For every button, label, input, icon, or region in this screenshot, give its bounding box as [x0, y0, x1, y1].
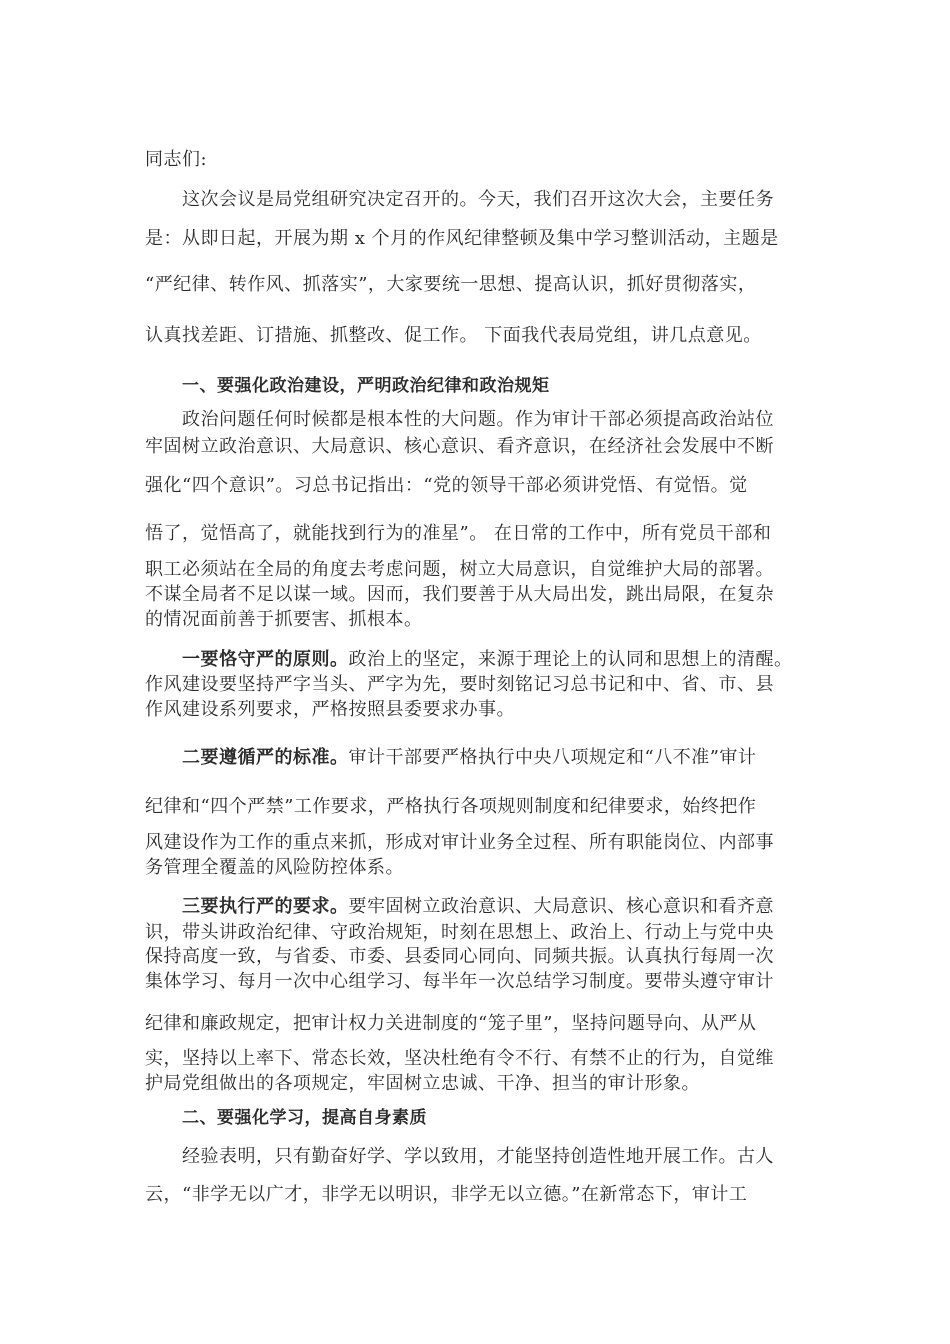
text-line: [182, 893, 807, 921]
lead-phrase: 二要遵循严的标准。: [182, 747, 349, 768]
text-line: 的情况面前善于抓要害、抓根本。: [145, 609, 423, 630]
text-line: 认真找差距、订措施、抓整改、促工作。 下面我代表局党组，讲几点意见。: [145, 325, 762, 346]
text-line-rest: 政治上的坚定，来源于理论上的认同和思想上的清醒。: [348, 649, 793, 670]
text-line: 云，“非学无以广才，非学无以明识，非学无以立德。”在新常态下，审计工: [145, 1184, 748, 1205]
text-line: 识，带头讲政治纪律、守政治规矩，时刻在思想上、政治上、行动上与党中央: [145, 922, 774, 943]
text-line: 牢固树立政治意识、大局意识、核心意识、看齐意识，在经济社会发展中不断: [145, 436, 774, 457]
text-line: 集体学习、每月一次中心组学习、每半年一次总结学习制度。要带头遵守审计: [145, 971, 774, 992]
text-line: 是：从即日起，开展为期 x 个月的作风纪律整顿及集中学习整训活动，主题是: [145, 228, 779, 249]
text-line: 政治问题任何时候都是根本性的大问题。作为审计干部必须提高政治站位: [182, 409, 774, 430]
text-line: 纪律和廉政规定，把审计权力关进制度的“笼子里”，坚持问题导向、从严从: [145, 1013, 757, 1034]
text-line-rest: 要牢固树立政治意识、大局意识、核心意识和看齐意: [348, 896, 774, 917]
text-line: 作风建设要坚持严字当头、严字为先，要时刻铭记习总书记和中、省、市、县: [145, 674, 774, 695]
text-line: 经验表明，只有勤奋好学、学以致用，才能坚持创造性地开展工作。古人: [182, 1146, 774, 1167]
lead-phrase: 一要恪守严的原则。: [182, 649, 349, 670]
section-heading-1: 一、要强化政治建设，严明政治纪律和政治规矩: [182, 376, 550, 396]
text-line: 实，坚持以上率下、常态长效，坚决杜绝有令不行、有禁不止的行为，自觉维: [145, 1048, 774, 1069]
text-line: “严纪律、转作风、抓落实”，大家要统一思想、提高认识，抓好贯彻落实，: [145, 274, 757, 295]
text-line: [182, 744, 807, 772]
text-line: 纪律和“四个严禁”工作要求，严格执行各项规则制度和纪律要求，始终把作: [145, 796, 757, 817]
text-line: 职工必须站在全局的角度去考虑问题，树立大局意识，自觉维护大局的部署。: [145, 559, 774, 580]
lead-phrase: 三要执行严的要求。: [182, 896, 349, 917]
text-line: 护局党组做出的各项规定，牢固树立忠诚、干净、担当的审计形象。: [145, 1073, 700, 1094]
text-line: 强化“四个意识”。习总书记指出：“党的领导干部必须讲党悟、有觉悟。觉: [145, 475, 748, 496]
text-line: 作风建设系列要求，严格按照县委要求办事。: [145, 699, 515, 720]
text-line: 风建设作为工作的重点来抓，形成对审计业务全过程、所有职能岗位、内部事: [145, 832, 774, 853]
section-heading-2: 二、要强化学习，提高自身素质: [182, 1108, 427, 1128]
salutation: 同志们:: [145, 149, 208, 170]
text-line: [182, 646, 807, 674]
text-line-rest: 审计干部要严格执行中央八项规定和“八不准”审计: [348, 747, 757, 768]
text-line: 不谋全局者不足以谋一域。因而，我们要善于从大局出发，跳出局限，在复杂: [145, 584, 774, 605]
text-line: 悟了，觉悟高了，就能找到行为的准星”。 在日常的工作中，所有党员干部和: [145, 523, 772, 544]
text-line: 保持高度一致，与省委、市委、县委同心同向、同频共振。认真执行每周一次: [145, 946, 774, 967]
text-line: 务管理全覆盖的风险防控体系。: [145, 857, 404, 878]
text-line: 这次会议是局党组研究决定召开的。今天，我们召开这次大会，主要任务: [182, 189, 774, 210]
